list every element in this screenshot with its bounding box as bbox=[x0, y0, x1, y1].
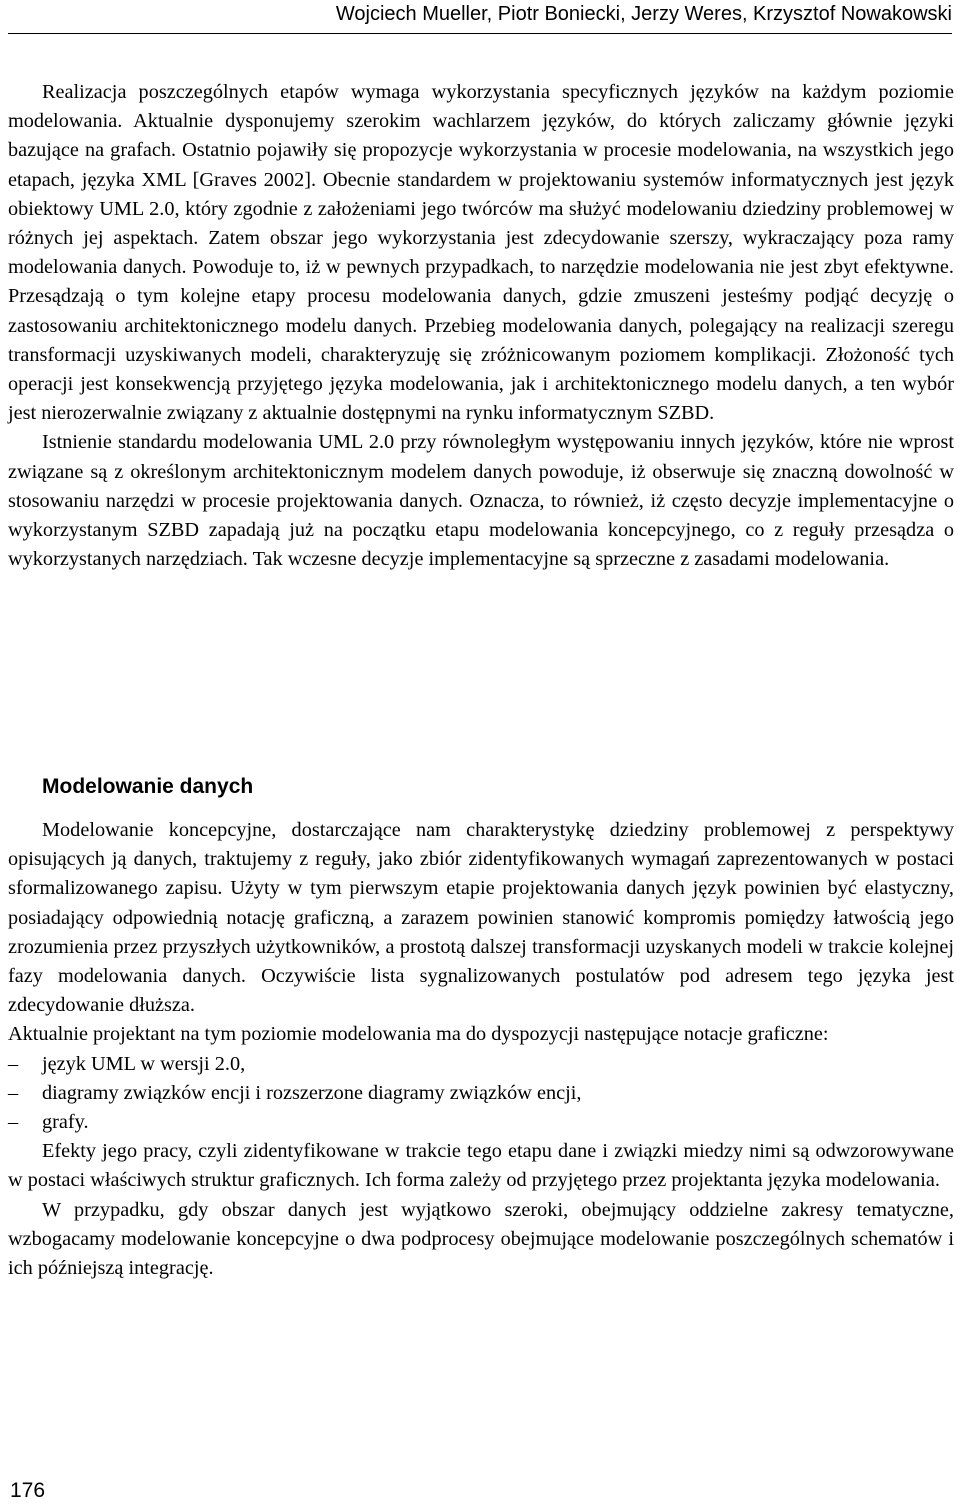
section-text bbox=[8, 816, 954, 1283]
section-paragraph-4: W przypadku, gdy obszar danych jest wyjątkowo szeroki, obejmujący oddzielne zakresy tematyczne, wzbogacamy modelowanie koncepcyjne o dwa podprocesy obejmujące modelowanie poszczególnych schematów i ich późniejszą integrację. bbox=[8, 1198, 954, 1280]
dash-bullet: – bbox=[8, 1111, 19, 1134]
section-paragraph-1: Modelowanie koncepcyjne, dostarczające nam charakterystykę dziedziny problemowej z perspektywy opisujących ją danych, traktujemy z reguły, jako zbiór zidentyfikowanych wymagań zaprezentowanych w postaci sformalizowanego zapisu. Użyty w tym pierwszym etapie projektowania danych język powinien być elastyczny, posiadający odpowiednią notację graficzną, a zarazem powinien stanowić kompromis pomiędzy łatwością jego zrozumienia przez przyszłych użytkowników, a prostotą dalszej transformacji uzyskanych modeli w trakcie kolejnej fazy modelowania danych. Oczywiście lista sygnalizowanych postulatów pod adresem tego języka jest zdecydowanie dłuższa. bbox=[8, 819, 954, 1017]
running-head-authors: Wojciech Mueller, Piotr Boniecki, Jerzy Weres, Krzysztof Nowakowski bbox=[335, 3, 952, 25]
section-paragraph-3: Efekty jego pracy, czyli zidentyfikowane w trakcie tego etapu dane i związki miedzy nimi są odwzorowywane w postaci właściwych struktur graficznych. Ich forma zależy od przyjętego przez projektanta języka modelowania. bbox=[8, 1140, 954, 1192]
list-item bbox=[8, 1050, 954, 1079]
section-heading: Modelowanie danych bbox=[42, 775, 254, 798]
header-rule bbox=[8, 33, 952, 34]
page-number: 176 bbox=[10, 1479, 46, 1502]
intro-paragraph-2: Istnienie standardu modelowania UML 2.0 przy równoległym występowaniu innych języków, które nie wprost związane są z określonym architektonicznym modelem danych powoduje, iż obserwuje się znaczną dowolność w stosowaniu narzędzi w procesie projektowania danych. Oznacza, to również, iż często decyzje implementacyjne o wykorzystanym SZBD zapadają już na początku etapu modelowania koncepcyjnego, co z reguły przesądza o wykorzystanych narzędziach. Tak wczesne decyzje implementacyjne są sprzeczne z zasadami modelowania. bbox=[8, 431, 954, 571]
list-item bbox=[8, 1079, 954, 1108]
dash-bullet: – bbox=[8, 1081, 19, 1104]
list-item-text: diagramy związków encji i rozszerzone diagramy związków encji, bbox=[42, 1081, 582, 1104]
running-head bbox=[0, 0, 960, 34]
intro-paragraph-1: Realizacja poszczególnych etapów wymaga wykorzystania specyficznych języków na każdym poziomie modelowania. Aktualnie dysponujemy szerokim wachlarzem języków, do których zaliczamy głównie języki bazujące na grafach. Ostatnio pojawiły się propozycje wykorzystania w procesie modelowania, na wszystkich jego etapach, języka XML [Graves 2002]. Obecnie standardem w projektowaniu systemów informatycznych jest język obiektowy UML 2.0, który zgodnie z założeniami jego twórców ma służyć modelowaniu dziedziny problemowej w różnych jej aspektach. Zatem obszar jego wykorzystania jest zdecydowanie szerszy, wykraczający poza ramy modelowania danych. Powoduje to, iż w pewnych przypadkach, to narzędzie modelowania nie jest zbyt efektywne. Przesądzają o tym kolejne etapy procesu modelowania danych, gdzie zmuszeni jesteśmy podjąć decyzję o zastosowaniu architektonicznego modelu danych. Przebieg modelowania danych, polegający na realizacji szeregu transformacji uzyskiwanych modeli, charakteryzuję się zróżnicowanym poziomem komplikacji. Złożoność tych operacji jest konsekwencją przyjętego języka modelowania, jak i architektonicznego modelu danych, a ten wybór jest nierozerwalnie związany z aktualnie dostępnymi na rynku informatycznym SZBD. bbox=[8, 81, 954, 425]
list-item-text: język UML w wersji 2.0, bbox=[42, 1052, 246, 1075]
dash-bullet: – bbox=[8, 1052, 19, 1075]
list-item-text: grafy. bbox=[42, 1111, 89, 1134]
list-item bbox=[8, 1108, 954, 1137]
notation-list bbox=[8, 1050, 954, 1138]
intro-text bbox=[8, 78, 954, 574]
section-paragraph-2: Aktualnie projektant na tym poziomie modelowania ma do dyspozycji następujące notacje graficzne: bbox=[8, 1023, 829, 1046]
